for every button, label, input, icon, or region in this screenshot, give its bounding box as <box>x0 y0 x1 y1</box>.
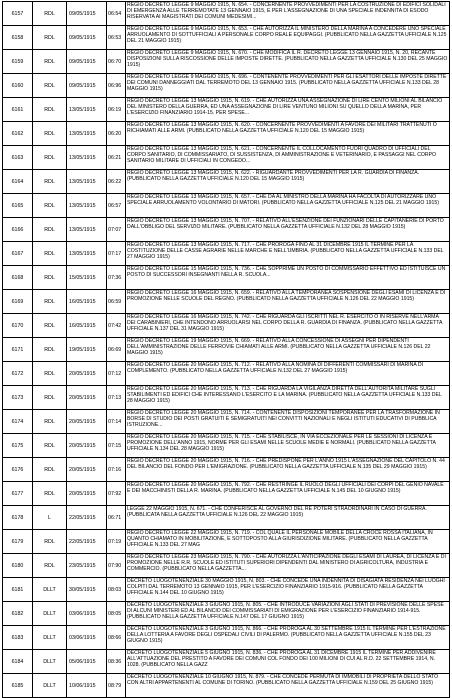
cell-act-type: RDL <box>33 362 67 386</box>
cell-number: 6178 <box>3 506 33 530</box>
cell-date: 22/05/1915 <box>67 530 107 554</box>
description-text: REGIO DECRETO LEGGE 20 MAGGIO 1915, N. 715. - CHE STABILISCE, IN VIA ECCEZIONALE PER LE SESSIONI DI LICENZA E PROMOZIONE DELL'ANNO 1915, NORME PER GLI ESAMI NELLE SCUOLE MEDIE E NORMALI. (PUBBLICATO NELLA GAZZETTA UFFICIALE N.134 DEL 28 MAGGIO 1915) <box>127 434 436 453</box>
cell-description <box>126 338 450 362</box>
cell-number: 6170 <box>3 314 33 338</box>
cell-date: 09/05/1915 <box>67 50 107 74</box>
cell-date: 22/05/1915 <box>67 506 107 530</box>
cell-number: 6185 <box>3 674 33 698</box>
description-text: DECRETO LUOGOTENENZIALE 3 GIUGNO 1915, N. 805. - CHE INTRODUCE VARIAZIONI AGLI STATI DI PREVISIONE DELLE SPESE DI ALCUNI MINISTERI ED AL BILANCIO DEI COMMISSARIATI DI EMIGRAZIONE PER L'ESERCIZIO FINANZIARIO 1914-915. (PUBBLICATO NELLA GAZZETTA UFFICIALE N.147 DEL 17 GIUGNO 1915) <box>127 602 444 621</box>
cell-page: 07:92 <box>107 482 126 506</box>
cell-number: 6173 <box>3 386 33 410</box>
cell-description <box>126 650 450 674</box>
table-row <box>3 74 450 98</box>
cell-date: 16/05/1915 <box>67 314 107 338</box>
cell-description <box>126 554 450 578</box>
table-row <box>3 50 450 74</box>
cell-act-type: RDL <box>33 218 67 242</box>
table-row <box>3 434 450 458</box>
cell-description <box>126 530 450 554</box>
cell-act-type: RDL <box>33 146 67 170</box>
table-row <box>3 386 450 410</box>
cell-number: 6174 <box>3 410 33 434</box>
cell-page: 06:54 <box>107 2 126 26</box>
description-text: DECRETO LUOGOTENENZIALE 10 GIUGNO 1915, N. 879. - CHE CONCEDE PERMUTA DI IMMOBILI DI PROPRIETA DELLO STATO CON ALTRI APPARTENENTI AL COMUNE DI TORINO. (PUBBLICATO NELLA GAZZETTA UFFICIALE N.159 DEL 25 GIUGNO 1915) <box>127 674 439 687</box>
cell-description <box>126 434 450 458</box>
cell-date: 03/06/1915 <box>67 626 107 650</box>
cell-number: 6181 <box>3 578 33 602</box>
cell-act-type: RDL <box>33 242 67 266</box>
cell-description <box>126 170 450 194</box>
cell-page: 06:96 <box>107 74 126 98</box>
cell-number: 6169 <box>3 290 33 314</box>
cell-date: 10/06/1915 <box>67 674 107 698</box>
cell-description <box>126 218 450 242</box>
cell-act-type: RDL <box>33 98 67 122</box>
cell-act-type: RDL <box>33 122 67 146</box>
description-text: REGIO DECRETO LEGGE 9 MAGGIO 1915, N. 654. - CONCERNENTE PROVVEDIMENTI PER LA COSTRUZIONE DI EDIFICI SOLIDALI DI EMERGENZA ALLE TERREMOTATE 13 GENNAIO 1915, E PER L'ASSEGNAZIONE DI UNA SPECIALE INDENNITA DI ESODO RISERVATA AI MAGISTRATI DEI COMUNI MEDESIMI... <box>127 2 446 21</box>
description-text: REGIO DECRETO LEGGE 20 MAGGIO 1915, N. 714. - CONTENENTE DISPOSIZIONI TEMPORANEE PER LA TRASFORMAZIONE IN BORSE DI STUDIO DEI POSTI GRATUITI E SEMIGRATUITI NEI CONVITTI NAZIONALI E NEGLI ISTITUTI EDUCATIVI DI PUBBLICA ISTRUZIONE... <box>127 410 440 429</box>
cell-description <box>126 362 450 386</box>
description-text: REGIO DECRETO LEGGE 20 MAGGIO 1915, N. 713. - CHE RIGUARDA LA VIGILANZA DIRETTA DELL'AUTORITA MILITARE SUGLI STABILIMENTI ED EDIFICI CHE INTERESSANO L'ESERCITO E LA MARINA. (PUBBLICATO NELLA GAZZETTA UFFICIALE N.133 DEL 28 MAGGIO 1915) <box>127 386 442 405</box>
cell-act-type: L <box>33 506 67 530</box>
cell-page: 08:79 <box>107 674 126 698</box>
cell-description <box>126 410 450 434</box>
cell-page: 06:19 <box>107 98 126 122</box>
table-row <box>3 410 450 434</box>
cell-number: 6157 <box>3 2 33 26</box>
table-row <box>3 554 450 578</box>
cell-description <box>126 2 450 26</box>
cell-number: 6175 <box>3 434 33 458</box>
cell-page: 07:36 <box>107 266 126 290</box>
cell-date: 15/05/1915 <box>67 266 107 290</box>
cell-page: 07:17 <box>107 242 126 266</box>
table-row <box>3 266 450 290</box>
cell-page: 07:42 <box>107 314 126 338</box>
cell-date: 09/05/1915 <box>67 26 107 50</box>
cell-page: 06:20 <box>107 122 126 146</box>
cell-act-type: RDL <box>33 194 67 218</box>
cell-act-type: RDL <box>33 314 67 338</box>
description-text: REGIO DECRETO LEGGE 9 MAGGIO 1915, N. 696. - CONTENENTE PROVVEDIMENTI PER GLI ESATTORI DELLE IMPOSTE DIRETTE DEI COMUNI DANNEGGIATI DAL TERREMOTO DEL 13 GENNAIO 1915. (PUBBLICATO NELLA GAZZETTA UFFICIALE N.133 DEL 28 MAGGIO 1915) <box>127 74 447 93</box>
cell-date: 13/05/1915 <box>67 194 107 218</box>
cell-date: 03/06/1915 <box>67 602 107 626</box>
cell-number: 6159 <box>3 50 33 74</box>
description-text: REGIO DECRETO LEGGE 13 MAGGIO 1915, N. 622. - RIGUARDANTE PROVVEDIMENTI PER LA R. GUARDIA DI FINANZA. (PUBBLICATO NELLA GAZZETTA UFFICIALE N.120 DEL 15 MAGGIO 1915) <box>127 170 420 183</box>
cell-act-type: RDL <box>33 554 67 578</box>
description-text: REGIO DECRETO LEGGE 23 MAGGIO 1915, N. 790. - CHE AUTORIZZA L'ANTICIPAZIONE DEGLI ESAMI DI LAUREA, DI LICENZA E DI PROMOZIONE NELLE R.R. SCUOLE ED ISTITUTI SUPERIORI DIPENDENTI DAL MINISTERO DI AGRICOLTURA, INDUSTRIA E COMMERCIO. (PUBBLICATO NELLA GAZZETTA... <box>127 554 446 573</box>
description-text: REGIO DECRETO LEGGE 16 MAGGIO 1915, N. 659. - RELATIVO ALLA TEMPORANEA SOSPENSIONE DEGLI ESAMI DI LICENZA E DI PROMOZIONE NELLE SCUOLE DEL REGNO. (PUBBLICATO NELLA GAZZETTA UFFICIALE N.126 DEL 22 MAGGIO 1915) <box>127 290 446 303</box>
cell-number: 6160 <box>3 74 33 98</box>
table-row <box>3 194 450 218</box>
cell-page: 08:05 <box>107 602 126 626</box>
table-row <box>3 98 450 122</box>
cell-number: 6168 <box>3 266 33 290</box>
description-text: DECRETO LUOGOTENENZIALE 30 MAGGIO 1915, N. 803. - CHE CONCEDE UNA INDENNITA DI DISAGIATA RESIDENZA NEI LUOGHI COLPITI DAL TERREMOTO 13 GENNAIO 1915, PER L'ESERCIZIO FINANZIARIO 1915-916. (PUBBLICATO NELLA GAZZETTA UFFICIALE N.144 DEL 10 GIUGNO 1915) <box>127 578 445 597</box>
table-row <box>3 482 450 506</box>
cell-act-type: RDL <box>33 410 67 434</box>
cell-number: 6158 <box>3 26 33 50</box>
description-text: REGIO DECRETO LEGGE 15 MAGGIO 1915, N. 736. - CHE SOPPRIME UN POSTO DI COMMISSARIO EFFETTIVO ED ISTITUISCE UN POSTO DI SUCCESSORI INSEGNANTI NELLA R. SCUOLA... <box>127 266 446 279</box>
cell-act-type: DLLT <box>33 578 67 602</box>
description-text: REGIO DECRETO LEGGE 22 MAGGIO 1915, N. 719. - COL QUALE IL PERSONALE MOBILE DELLA CROCE ROSSA ITALIANA, IN QUANTO CHIAMATO IN MOBILITAZIONE, E SOTTOPOSTO ALLA GIURISDIZIONE MILITARE. (PUBBLICATO NELLA GAZZETTA UFFICIALE N.133 DEL 27 MAG <box>127 530 433 549</box>
description-text: REGIO DECRETO LEGGE 19 MAGGIO 1915, N. 669. - RELATIVO ALLA CONCESSIONE DI ASSEGNI PER DIPENDENTI DELL'AMMINISTRAZIONE DELLE FERROVIE CHIAMATI ALLE ARMI. (PUBBLICATO NELLA GAZZETTA UFFICIALE N.126 DEL 22 MAGGIO 1915) <box>127 338 431 357</box>
cell-date: 20/05/1915 <box>67 434 107 458</box>
table-row <box>3 146 450 170</box>
cell-description <box>126 626 450 650</box>
table-row <box>3 578 450 602</box>
description-text: REGIO DECRETO LEGGE 9 MAGGIO 1915, N. 670. - CHE MODIFICA IL R. DECRETO LEGGE 13 GENNAIO 1915, N. 20, RECANTE DISPOSIZIONI SULLA RISCOSSIONE DELLE IMPOSTE DIRETTE. (PUBBLICATO NELLA GAZZETTA UFFICIALE N.130 DEL 25 MAGGIO 1915) <box>127 50 448 69</box>
cell-date: 20/05/1915 <box>67 362 107 386</box>
cell-page: 07:07 <box>107 218 126 242</box>
cell-act-type: RDL <box>33 50 67 74</box>
cell-number: 6171 <box>3 338 33 362</box>
cell-page: 07:14 <box>107 410 126 434</box>
description-text: REGIO DECRETO LEGGE 13 MAGGIO 1915, N. 717. - CHE PROROGA FINO AL 31 DICEMBRE 1915 IL TERMINE PER LA COSTITUZIONE DELLE CASSE AGRARIE NELLE MARCHE E NELL'UMBRIA. (PUBBLICATO NELLA GAZZETTA UFFICIALE N.133 DEL 27 MAGGIO 1915) <box>127 242 444 261</box>
description-text: DECRETO LUOGOTENENZIALE 5 GIUGNO 1915, N. 836. - CHE PROROGA AL 31 DICEMBRE 1915 IL TERMINE PER ADDIVENIRE ALL'ATTUAZIONE DEL PRESTITO A FAVORE DEI COMUNI COL FONDO DEI 100 MILIONI DI CUI AL R.D. 22 SETTEMBRE 1914, N. 1028. (PUBBLICATO NELLA GAZZ <box>127 650 436 669</box>
description-text: REGIO DECRETO LEGGE 9 MAGGIO 1915, N. 653. - CHE AUTORIZZA IL MINISTERO DELLA MARINA A CONCEDERE UNO SPECIALE ARRUOLAMENTO DI SOTTUFFICIALI A PERSONALE CORPO REALE EQUIPAGGI. (PUBBLICATO NELLA GAZZETTA UFFICIALE N.125 DEL 21 MAGGIO 1915) <box>127 26 447 45</box>
cell-act-type: RDL <box>33 386 67 410</box>
cell-description <box>126 314 450 338</box>
cell-description <box>126 74 450 98</box>
cell-number: 6177 <box>3 482 33 506</box>
table-row <box>3 362 450 386</box>
cell-number: 6180 <box>3 554 33 578</box>
table-row <box>3 2 450 26</box>
table-row <box>3 602 450 626</box>
description-text: REGIO DECRETO LEGGE 13 MAGGIO 1915, N. 707. - RELATIVO ALL'ESENZIONE DEI FUNZIONARI DELLE CAPITANERIE DI PORTO DALL'OBBLIGO DEL SERVIZIO MILITARE. (PUBBLICATO NELLA GAZZETTA UFFICIALE N.132 DEL 28 MAGGIO 1915) <box>127 218 444 231</box>
table-row <box>3 290 450 314</box>
cell-page: 06:70 <box>107 50 126 74</box>
cell-date: 09/05/1915 <box>67 2 107 26</box>
table-row <box>3 218 450 242</box>
cell-description <box>126 506 450 530</box>
cell-description <box>126 26 450 50</box>
cell-number: 6164 <box>3 170 33 194</box>
cell-act-type: RDL <box>33 170 67 194</box>
table-row <box>3 170 450 194</box>
cell-page: 06:59 <box>107 290 126 314</box>
cell-date: 23/05/1915 <box>67 554 107 578</box>
cell-number: 6179 <box>3 530 33 554</box>
cell-date: 20/05/1915 <box>67 410 107 434</box>
cell-page: 07:13 <box>107 386 126 410</box>
cell-page: 08:66 <box>107 626 126 650</box>
table-row <box>3 122 450 146</box>
description-text: REGIO DECRETO LEGGE 16 MAGGIO 1915, N. 742. - CHE RIGUARDA GLI ISCRITTI NEL R. ESERCITO O IN RISERVE NELL'ARMA DEI CARABINIERI, CHE INTENDONO ARRUOLARSI NEL CORPO DELLA R. GUARDIA DI FINANZA. (PUBBLICATO NELLA GAZZETTA UFFICIALE N.137 DEL 31 MAGGIO 1915) <box>127 314 443 333</box>
cell-act-type: RDL <box>33 482 67 506</box>
cell-number: 6172 <box>3 362 33 386</box>
cell-description <box>126 578 450 602</box>
table-row <box>3 650 450 674</box>
cell-page: 06:53 <box>107 26 126 50</box>
cell-description <box>126 386 450 410</box>
cell-description <box>126 194 450 218</box>
cell-date: 13/05/1915 <box>67 122 107 146</box>
cell-date: 05/06/1915 <box>67 650 107 674</box>
cell-number: 6176 <box>3 458 33 482</box>
cell-description <box>126 122 450 146</box>
cell-description <box>126 674 450 698</box>
description-text: REGIO DECRETO LEGGE 20 MAGGIO 1915, N. 716. - CHE PREDISPONE PER L'ANNO 1915 L'ASSEGNAZIONE DEL CAPITOLO N. 44 DEL BILANCIO DEL FONDO PER L'EMIGRAZIONE. (PUBBLICATO NELLA GAZZETTA UFFICIALE N.135 DEL 29 MAGGIO 1915) <box>127 458 445 471</box>
cell-number: 6163 <box>3 146 33 170</box>
cell-date: 16/05/1915 <box>67 290 107 314</box>
table-row <box>3 674 450 698</box>
table-row <box>3 506 450 530</box>
description-text: REGIO DECRETO LEGGE 20 MAGGIO 1915, N. 712. - RELATIVO ALLA NOMINA DI DIFFERENTI COMMISSARI DI MARINA DI COMPLEMENTO. (PUBBLICATO NELLA GAZZETTA UFFICIALE N.132 DEL 27 MAGGIO 1915) <box>127 362 424 375</box>
table-row <box>3 338 450 362</box>
cell-act-type: RDL <box>33 2 67 26</box>
cell-page: 07:12 <box>107 362 126 386</box>
cell-description <box>126 482 450 506</box>
cell-act-type: RDL <box>33 338 67 362</box>
cell-number: 6166 <box>3 218 33 242</box>
cell-date: 09/05/1915 <box>67 74 107 98</box>
cell-act-type: DLLT <box>33 650 67 674</box>
cell-date: 13/05/1915 <box>67 170 107 194</box>
table-row <box>3 626 450 650</box>
cell-date: 20/05/1915 <box>67 458 107 482</box>
cell-number: 6161 <box>3 98 33 122</box>
table-row <box>3 530 450 554</box>
cell-act-type: RDL <box>33 530 67 554</box>
cell-act-type: RDL <box>33 26 67 50</box>
description-text: DECRETO LUOGOTENENZIALE 3 GIUGNO 1915, N. 866. - CHE PROROGA AL 30 SETTEMBRE 1915 IL TERMINE PER L'ESTRAZIONE DELLA LOTTERIA A FAVORE DEGLI OSPEDALI CIVILI DI PALERMO. (PUBBLICATO NELLA GAZZETTA UFFICIALE N.155 DEL 23 GIUGNO 1915) <box>127 626 446 645</box>
cell-date: 20/05/1915 <box>67 482 107 506</box>
cell-page: 06:57 <box>107 194 126 218</box>
description-text: REGIO DECRETO LEGGE 13 MAGGIO 1915, N. 620. - CONCERNENTE PROVVEDIMENTI A FAVORE DEI MILITARI TRATTENUTI O RICHIAMATI ALLE ARMI. (PUBBLICATO NELLA GAZZETTA UFFICIALE N.120 DEL 15 MAGGIO 1915) <box>127 122 437 135</box>
cell-number: 6184 <box>3 650 33 674</box>
cell-page: 07:19 <box>107 530 126 554</box>
cell-date: 19/05/1915 <box>67 338 107 362</box>
table-row <box>3 242 450 266</box>
description-text: LEGGE 22 MAGGIO 1915, N. 671. - CHE CONFERISCE AL GOVERNO DEL RE POTERI STRAORDINARI IN CASO DI GUERRA. (PUBBLICATA NELLA GAZZETTA UFFICIALE N.126 DEL 22 MAGGIO 1915) <box>127 506 427 519</box>
cell-number: 6183 <box>3 626 33 650</box>
cell-page: 06:21 <box>107 146 126 170</box>
cell-page: 06:22 <box>107 170 126 194</box>
cell-page: 08:03 <box>107 578 126 602</box>
cell-act-type: RDL <box>33 290 67 314</box>
cell-date: 20/05/1915 <box>67 386 107 410</box>
cell-number: 6167 <box>3 242 33 266</box>
cell-act-type: DLLT <box>33 626 67 650</box>
cell-act-type: RDL <box>33 74 67 98</box>
cell-act-type: DLLT <box>33 602 67 626</box>
cell-description <box>126 98 450 122</box>
cell-description <box>126 602 450 626</box>
cell-date: 13/05/1915 <box>67 146 107 170</box>
cell-description <box>126 50 450 74</box>
cell-act-type: RDL <box>33 458 67 482</box>
description-text: REGIO DECRETO LEGGE 20 MAGGIO 1915, N. 792. - CHE RESTRINGE IL RUOLO DEGLI UFFICIALI DEI CORPI DEL GENIO NAVALE E DEI MACCHINISTI DELLA R. MARINA. (PUBBLICATO NELLA GAZZETTA UFFICIALE N.145 DEL 10 GIUGNO 1915) <box>127 482 444 495</box>
cell-page: 06:69 <box>107 338 126 362</box>
cell-page: 06:71 <box>107 506 126 530</box>
cell-description <box>126 458 450 482</box>
cell-date: 13/05/1915 <box>67 98 107 122</box>
cell-date: 13/05/1915 <box>67 242 107 266</box>
cell-description <box>126 290 450 314</box>
description-text: REGIO DECRETO LEGGE 13 MAGGIO 1915, N. 621. - CONCERNENTE IL COLLOCAMENTO FUORI QUADRO DI UFFICIALI DEL CORPO SANITARIO, DI COMMISSARIATO, DI SUSSISTENZA, DI AMMINISTRAZIONE E VETERINARIO, E PASSAGGI NEL CORPO SANITARIO MILITARE DI UFFICIALI IN CONGEDO... <box>127 146 437 165</box>
cell-act-type: DLLT <box>33 674 67 698</box>
cell-number: 6182 <box>3 602 33 626</box>
cell-page: 07:16 <box>107 458 126 482</box>
description-text: REGIO DECRETO LEGGE 13 MAGGIO 1915, N. 657. - CHE DA AL MINISTRO DELLA MARINA HA FACOLTA DI AUTORIZZARE UNO SPECIALE ARRUOLAMENTO VOLONTARIO DI MATORI. (PUBBLICATO NELLA GAZZETTA UFFICIALE N.125 DEL 21 MAGGIO 1915) <box>127 194 439 207</box>
cell-page: 07:90 <box>107 554 126 578</box>
table-row <box>3 26 450 50</box>
table-body <box>3 2 450 698</box>
cell-act-type: RDL <box>33 434 67 458</box>
cell-number: 6162 <box>3 122 33 146</box>
cell-page: 08:36 <box>107 650 126 674</box>
table-row <box>3 458 450 482</box>
cell-description <box>126 146 450 170</box>
cell-description <box>126 242 450 266</box>
cell-act-type: RDL <box>33 266 67 290</box>
table-row <box>3 314 450 338</box>
description-text: REGIO DECRETO LEGGE 13 MAGGIO 1915, N. 619. - CHE AUTORIZZA UNA ASSEGNAZIONE DI LIRE CENTO MILIONI AL BILANCIO DEL MINISTERO DELLA GUERRA, ED UNA ASSEGNAZIONE DI LIRE VENTUNO MILIONI SU QUELLO DELLA MARINA, PER L'ESERCIZIO FINANZIARIO 1914-15. PER SPESE... <box>127 98 443 117</box>
cell-description <box>126 266 450 290</box>
cell-date: 13/05/1915 <box>67 218 107 242</box>
cell-page: 07:15 <box>107 434 126 458</box>
cell-number: 6165 <box>3 194 33 218</box>
cell-date: 30/05/1915 <box>67 578 107 602</box>
decree-index-table <box>2 1 450 698</box>
